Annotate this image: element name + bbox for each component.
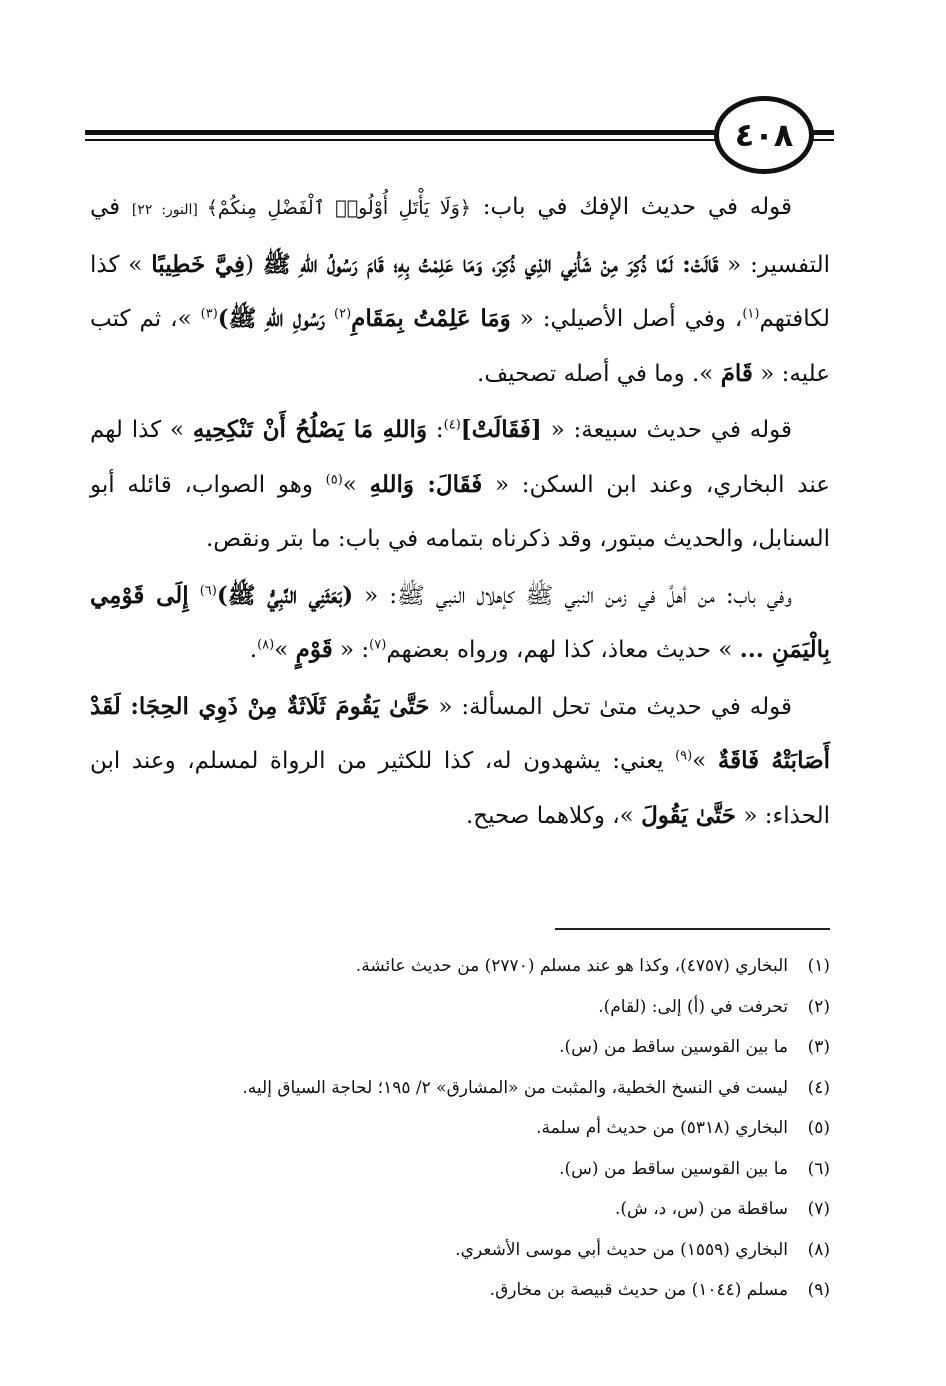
text-run <box>325 306 334 332</box>
footnote-reference: (١) <box>742 306 760 322</box>
text-run: ( <box>245 251 263 278</box>
text-run <box>189 583 200 609</box>
hadith-quote: حَتَّىٰ يَقُومَ ثَلَاثَةٌ مِنْ ذَوِي الحِجَا: لَقَدْ أَصَابَتْهُ فَاقَةٌ <box>90 692 830 774</box>
footnote-text: البخاري (١٥٥٩) من حديث أبي موسى الأشعري. <box>455 1239 788 1260</box>
hadith-quote: وَاللهِ مَا يَصْلُحُ أَنْ تَنْكِحِيهِ <box>192 416 428 443</box>
header-rule-thin <box>85 139 730 141</box>
header-rule-thick <box>85 130 730 135</box>
text-run: » كذا لهم عند البخاري، وعند ابن السكن: « <box>90 417 831 498</box>
hadith-quote: فَقَالَ: وَاللهِ <box>369 470 483 498</box>
text-run: في التفسير: « <box>90 194 830 278</box>
text-run: قوله في حديث متىٰ تحل المسألة: « <box>429 693 793 720</box>
text-run: » <box>342 471 370 498</box>
quran-verse: ﴿وَلَا يَأْتَلِ أُوْلُوا۟ ٱلْفَضْلِ مِنكُمْ﴾ <box>206 197 472 219</box>
hadith-quote: [فَقَالَتْ] <box>460 416 542 443</box>
footnote-number: (٦) <box>807 1158 830 1179</box>
text-run: » حديث معاذ، كذا لهم، ورواه بعضهم <box>386 637 740 663</box>
footnote-divider <box>555 928 830 930</box>
text-run: يعني: يشهدون له، كذا للكثير من الرواة لمسلم، وعند ابن الحذاء: « <box>90 748 830 829</box>
footnote <box>90 1149 830 1190</box>
footnote-number: (١) <box>807 956 830 976</box>
footnote <box>90 1230 830 1271</box>
footnote-number: (٣) <box>807 1037 830 1057</box>
footnote-text: ما بين القوسين ساقط من (س). <box>559 1037 788 1057</box>
footnote-reference: (٦) <box>199 582 217 598</box>
footnote-reference: (٩) <box>675 748 693 764</box>
footnote-number: (٤) <box>807 1077 830 1098</box>
hadith-quote: فِيَّ خَطِيبًا <box>151 250 245 278</box>
hadith-quote: قَوْمٍ <box>295 636 333 663</box>
text-run: ». وما في أصله تصحيف. <box>477 360 721 387</box>
footnote-text: تحرفت في (أ) إلى: (لقام). <box>598 996 788 1017</box>
hadith-quote: رَسُولِ اللهِ ﷺ) <box>217 305 326 332</box>
hadith-quote: قَامَ <box>720 359 753 387</box>
footnote-reference: (٨) <box>257 637 275 653</box>
paragraph <box>90 680 830 844</box>
text-run: وفي باب: من أهلَّ في زمن النبي ﷺ كإهلال النبي ﷺ: « <box>353 582 792 609</box>
hadith-quote: وَمَا عَلِمْتُ بِمَقَامِ <box>351 305 511 332</box>
footnote-text: ليست في النسخ الخطية، والمثبت من «المشارق» ٢/ ١٩٥؛ لحاجة السياق إليه. <box>242 1077 788 1098</box>
footnote-number: (٥) <box>807 1118 830 1138</box>
text-run: » كذا لكافتهم <box>90 251 831 332</box>
paragraph <box>90 569 830 678</box>
text-run: : <box>427 417 444 443</box>
footnote-text: ساقطة من (س، د، ش). <box>615 1199 788 1219</box>
main-text <box>90 180 830 845</box>
text-run: : « <box>332 637 370 663</box>
footnote <box>90 946 830 987</box>
footnote-number: (٧) <box>807 1199 830 1219</box>
text-run: » <box>274 637 296 663</box>
footnote <box>90 1189 830 1230</box>
footnote <box>90 1108 830 1149</box>
footnote-text: ما بين القوسين ساقط من (س). <box>559 1158 788 1179</box>
page-number-medallion <box>714 96 814 174</box>
footnote <box>90 987 830 1028</box>
footnotes <box>90 946 830 1311</box>
footnote <box>90 1027 830 1068</box>
footnote-number: (٩) <box>807 1280 830 1300</box>
verse-reference: [النور: ٢٢] <box>131 202 207 218</box>
footnote-number: (٨) <box>807 1239 830 1260</box>
text-run: . <box>249 637 258 663</box>
text-run: »، ثم كتب عليه: « <box>90 306 830 387</box>
footnote-reference: (٤) <box>443 417 461 433</box>
footnote-reference: (٣) <box>200 306 218 322</box>
footnote-text: البخاري (٥٣١٨) من حديث أم سلمة. <box>536 1118 788 1138</box>
footnote-reference: (٢) <box>334 306 352 322</box>
hadith-quote: إِلَى قَوْمِي بِالْيَمَنِ ... <box>90 581 830 663</box>
footnote <box>90 1270 830 1311</box>
text-run: »، وكلاهما صحيح. <box>465 802 642 829</box>
footnote-reference: (٧) <box>369 637 387 653</box>
footnote-text: مسلم (١٠٤٤) من حديث قبيصة بن مخارق. <box>489 1280 788 1300</box>
text-run: » <box>692 748 718 774</box>
text-run: وهو الصواب، قائله أبو السنابل، والحديث مبتور، وقد ذكرناه بتمامه في باب: ما بتر ونقص. <box>90 471 830 552</box>
footnote-text: البخاري (٤٧٥٧)، وكذا هو عند مسلم (٢٧٧٠) من حديث عائشة. <box>355 956 788 976</box>
paragraph <box>90 180 830 401</box>
hadith-quote: حَتَّىٰ يَقُولَ <box>641 801 737 829</box>
footnote-number: (٢) <box>807 996 830 1017</box>
text-run: ، وفي أصل الأصيلي: « <box>510 306 743 332</box>
page-header <box>0 0 946 180</box>
footnote-reference: (٥) <box>325 471 343 487</box>
hadith-quote: قَالَتْ: لَمَّا ذُكِرَ مِنْ شَأْنِي الذِي ذُكِرَ، وَمَا عَلِمْتُ بِهِ؛ قَامَ رَسُولُ اللهِ ﷺ <box>262 250 719 278</box>
footnote <box>90 1068 830 1109</box>
page-number: ٤٠٨ <box>734 116 794 154</box>
text-run: قوله في حديث سبيعة: « <box>541 417 792 443</box>
paragraph <box>90 403 830 567</box>
hadith-quote: (بَعَثَنِي النَّبِيُّ ﷺ) <box>216 581 354 609</box>
text-run: قوله في حديث الإفك في باب: <box>471 194 793 220</box>
